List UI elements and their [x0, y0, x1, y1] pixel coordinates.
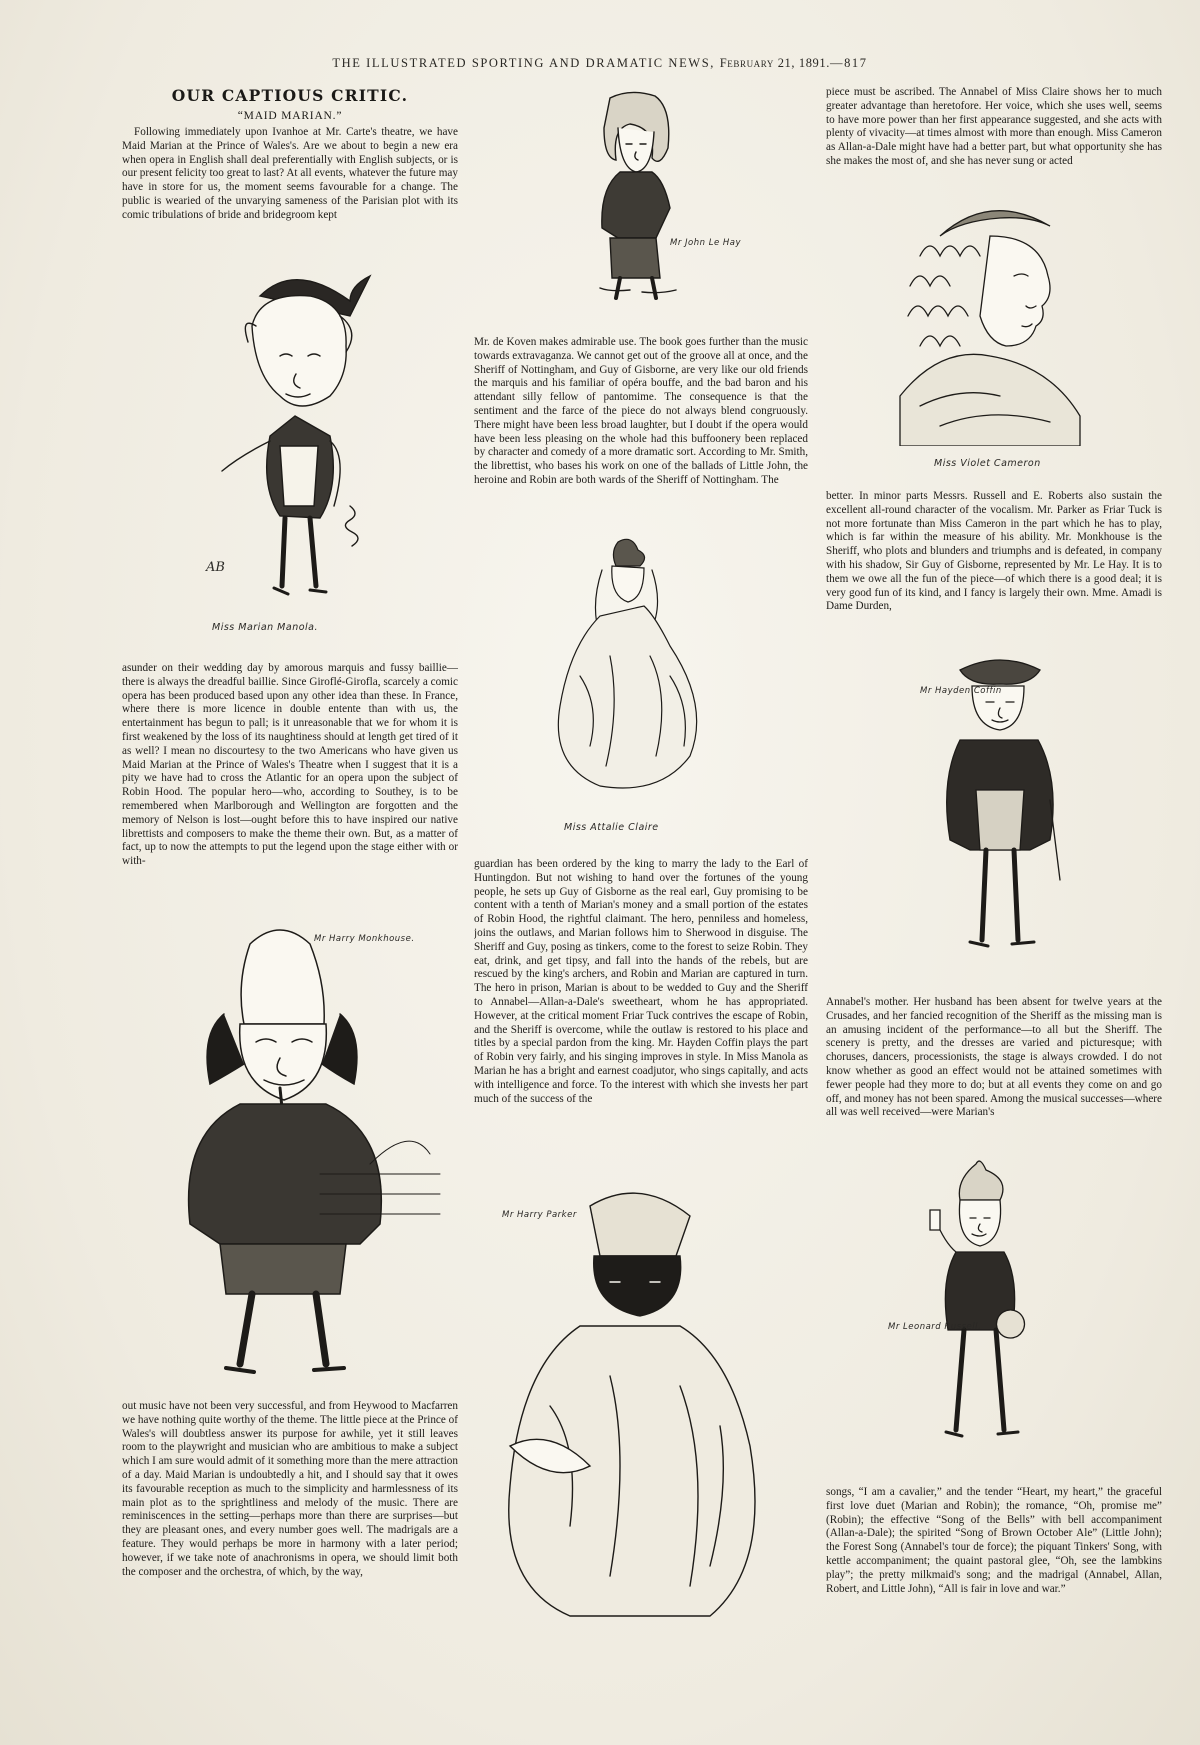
column-2-middle	[474, 858, 808, 1176]
paragraph: guardian has been ordered by the king to marry the lady to the Earl of Huntingdon. But not wishing to hand over the fortunes of the young people, he sets up Guy of Gisborne as the real earl, Guy promising to be content with a tenth of Marian's money and a small portion of the estates of Robin Hood, the rightful claimant. The hero, penniless and homeless, joins the outlaws, and Marian follows him to Sherwood in disguise. The Sheriff and Guy, posing as tinkers, come to the forest to seize Robin. They eat, drink, and get tipsy, and fall into the hands of the rebels, but are rescued by the king's archers, and Robin and Marian are captured in turn. The hero in prison, Marian is about to be wedded to Guy and the Sheriff to Annabel—Allan-a-Dale's sweetheart, whom he has appropriated. However, at the critical moment Friar Tuck contrives the escape of Robin, and the Sheriff is overcome, while the outlaw is restored to his place and titles by a special pardon from the king. Mr. Hayden Coffin plays the part of Robin very fairly, and his singing improves in style. In Miss Manola as Marian he has a bright and earnest coadjutor, who sings capitally, and acts with intelligence and force. To the interest with which she invests her part much of the success of the	[474, 858, 808, 1105]
caricature-cameron	[880, 196, 1100, 446]
paragraph: Following immediately upon Ivanhoe at Mr. Carte's theatre, we have Maid Marian at the Prince of Wales's. Are we about to begin a new era when opera in English shall deal preferentially with English subjects, or is our present felicity too great to last? At all events, whatever the future may have in store for us, the moment seems favourable for a change. The public is wearied of the unvarying sameness of the Parisian plot with its comic tribulations of bride and bridegroom kept	[122, 126, 458, 221]
caricature-lehay	[560, 88, 720, 318]
paragraph: Mr. de Koven makes admirable use. The book goes further than the music towards extravaganza. We cannot get out of the groove all at once, and the Sheriff of Nottingham, and Guy of Gisborne, are very like our old friends the marquis and his familiar of opéra bouffe, and the bad baron and his attendant silly fellow of pantomime. The consequence is that the sentiment and the farce of the piece do not always blend congruously. There might have been less broad laughter, but I doubt if the opera would have been less pleasing on the whole had this buffoonery been replaced by character and comedy of a more dramatic sort. According to Mr. Smith, the librettist, who bases his work on one of the ballads of Little John, the heroine and Robin are both wards of the Sheriff of Nottingham. The	[474, 336, 808, 486]
caption-manola: Miss Marian Manola.	[212, 622, 319, 633]
caricature-monkhouse	[140, 924, 460, 1384]
caricature-manola	[200, 256, 400, 616]
article-title: OUR CAPTIOUS CRITIC.	[171, 86, 409, 105]
caricature-coffin	[920, 650, 1080, 980]
caption-russell: Mr Leonard Russell.	[888, 1322, 982, 1332]
caricature-claire	[540, 536, 720, 796]
article-subtitle: “MAID MARIAN.”	[237, 110, 343, 122]
caption-lehay: Mr John Le Hay	[670, 238, 742, 248]
caption-parker: Mr Harry Parker	[502, 1210, 577, 1220]
issue-date: February 21, 1891.	[719, 56, 830, 70]
page-number: —817	[829, 56, 868, 70]
paragraph: Annabel's mother. Her husband has been absent for twelve years at the Crusades, and her fancied recognition of the Sheriff as the missing man is an amusing incident of the performance—to all but the Sheriff. The scenery is pretty, and the dresses are varied and picturesque; with choruses, dancers, processionists, the stage is always crowded. I do not know whether as good an effect would not be attained sometimes with fewer people had they more to do; but at all events they come on and go off, and money has not been spared. Among the musical successes—where all was well received—were Marian's	[826, 996, 1162, 1119]
paragraph: better. In minor parts Messrs. Russell and E. Roberts also sustain the excellent all-round character of the vocalism. Mr. Parker as Friar Tuck is not more fortunate than Miss Cameron in the part which he has to play, which is far within the measure of his ability. Mr. Monkhouse is the Sheriff, who plots and blunders and triumphs and is defeated, in company with his shadow, Sir Guy of Gisborne, represented by Mr. Le Hay. It is to them we owe all the fun of the piece—of which there is a good deal; it is very good fun of its kind, and I fancy is largely their own. Mme. Amadi is Dame Durden,	[826, 490, 1162, 613]
page-header	[0, 56, 1200, 71]
artist-monogram: AB	[206, 560, 225, 575]
caricature-parker	[490, 1186, 770, 1626]
column-1-bottom	[122, 1400, 458, 1608]
caption-cameron: Miss Violet Cameron	[934, 458, 1041, 469]
column-3-bottom	[826, 1486, 1162, 1636]
caricature-russell	[900, 1160, 1080, 1480]
paragraph: piece must be ascribed. The Annabel of Miss Claire shows her to much greater advantage than heretofore. Her voice, which she uses well, seems to have more power than her first appearance suggested, and she acts with plenty of vivacity—at times almost with more than enough. Miss Cameron as Allan-a-Dale might have had a better part, but what opportunity she has she makes the most of, and she has never sung or acted	[826, 86, 1162, 167]
column-3-lower	[826, 996, 1162, 1160]
column-2-top	[474, 336, 808, 526]
column-1-middle	[122, 662, 458, 912]
paragraph: asunder on their wedding day by amorous marquis and fussy baillie—there is always the dreadful baillie. Since Giroflé-Girofla, scarcely a comic opera has been produced based upon any other idea than these. In France, where there is more licence in double entente than with us, the entertainment has begun to pall; is it unreasonable that we for whom it is first weakened by the loss of its naughtiness should at length get tired of it as well? I mean no discourtesy to the two Americans who have given us Maid Marian at the Prince of Wales's Theatre when I suggest that it is a pity we have had to cross the Atlantic for an opera upon the subject of Robin Hood. The popular hero—who, according to Southey, is to be remembered when Marlborough and Wellington are forgotten and the memory of Nelson is lost—ought before this to have inspired our native librettists and composers to make the theme their own. But, as a matter of fact, up to now the attempts to put the legend upon the stage either with or with-	[122, 662, 458, 868]
caption-claire: Miss Attalie Claire	[564, 822, 659, 833]
paragraph: songs, “I am a cavalier,” and the tender “Heart, my heart,” the graceful first love duet (Marian and Robin); the romance, “Oh, promise me” (Robin); the effective “Song of the Bells” with bell accompaniment (Allan-a-Dale); the spirited “Song of Brown October Ale” (Little John); the Forest Song (Annabel's tour de force); the piquant Tinkers' Song, with kettle accompaniment; the quaint pastoral glee, “Oh, see the lambkins play”; the pretty milkmaid's song; and the madrigal (Annabel, Allan, Robert, and Little John), “All is fair in love and war.”	[826, 1486, 1162, 1595]
masthead: THE ILLUSTRATED SPORTING AND DRAMATIC NEWS,	[332, 56, 715, 70]
caption-monkhouse: Mr Harry Monkhouse.	[314, 934, 415, 944]
column-1-top	[122, 126, 458, 248]
caption-coffin: Mr Hayden Coffin	[920, 686, 1002, 696]
paragraph: out music have not been very successful, and from Heywood to Macfarren we have nothing quite worthy of the theme. The little piece at the Prince of Wales's will doubtless answer its purpose for awhile, yet it still leaves room to the playwright and musician who are ambitious to make a subject which I am sure would admit of it something more than the mere attraction of a day. Maid Marian is undoubtedly a hit, and I should say that it owes its favourable reception as much to the simplicity and harmlessness of its main plot as to the sprightliness and melody of the music. There are reminiscences in the setting—perhaps more than there are surprises—but they are pleasant ones, and every number goes well. The madrigals are a feature. They would perhaps be more in harmony with a later period; however, if we take note of anachronisms in opera, we should limit both the composer and the orchestra, of which, by the way,	[122, 1400, 458, 1578]
column-3-top	[826, 86, 1162, 188]
column-3-middle	[826, 490, 1162, 638]
